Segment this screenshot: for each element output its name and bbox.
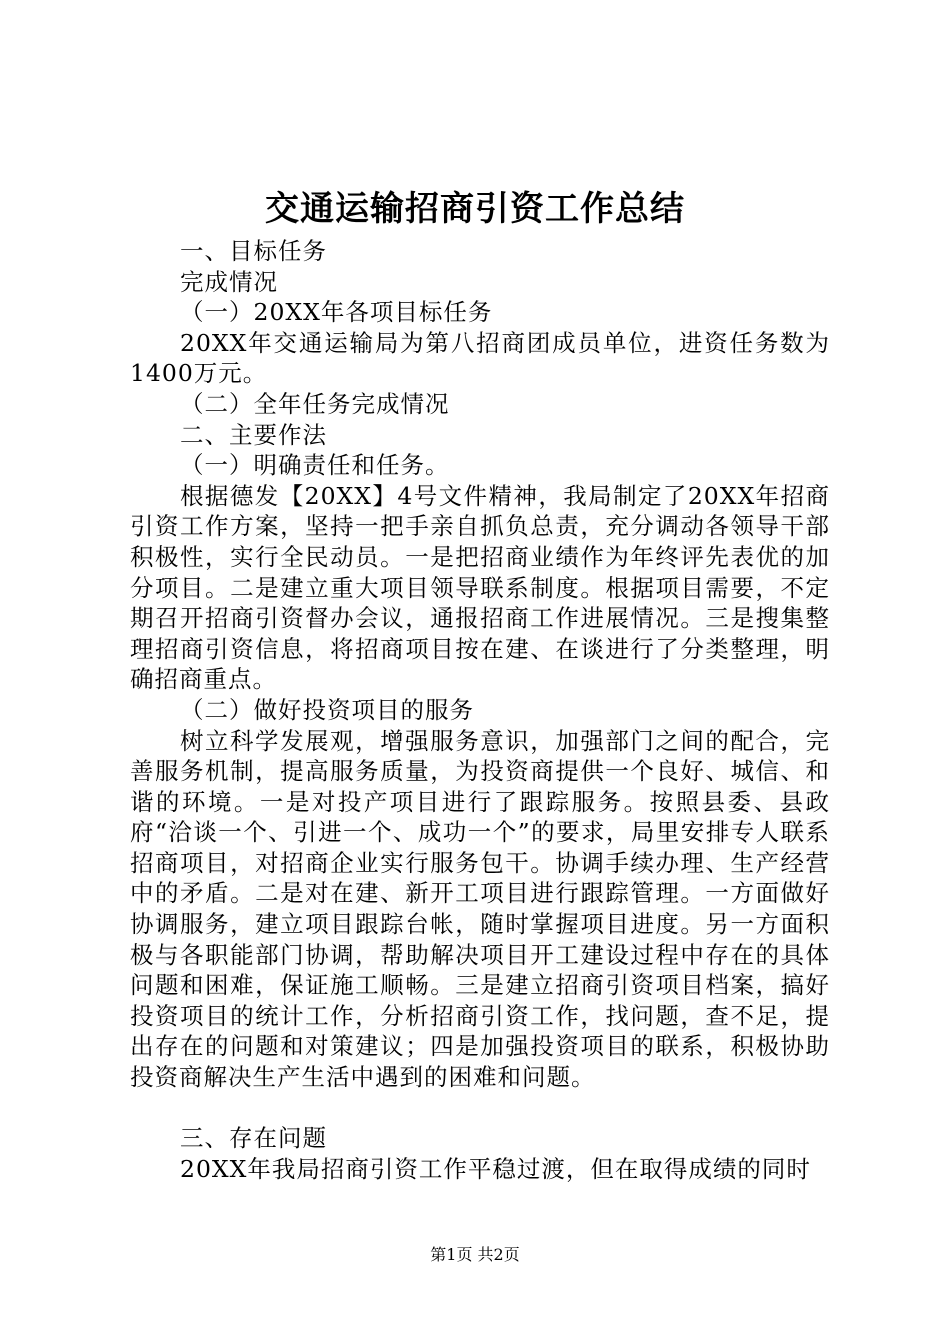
document-body (130, 236, 830, 1184)
section-heading-methods: 二、主要作法 (180, 420, 327, 449)
paragraph: 20XX年我局招商引资工作平稳过渡，但在取得成绩的同时 (180, 1154, 811, 1183)
paragraph: 树立科学发展观，增强服务意识，加强部门之间的配合，完善服务机制，提高服务质量，为投资商提供一个良好、城信、和谐的环境。一是对投产项目进行了跟踪服务。按照县委、县政府“洽谈一个、引进一个、成功一个”的要求，局里安排专人联系招商项目，对招商企业实行服务包干。协调手续办理、生产经营中的矛盾。二是对在建、新开工项目进行跟踪管理。一方面做好协调服务，建立项目跟踪台帐，随时掌握项目进度。另一方面积极与各职能部门协调，帮助解决项目开工建设过程中存在的具体问题和困难，保证施工顺畅。三是建立招商引资项目档案，搞好投资项目的统计工作，分析招商引资工作，找问题，查不足，提出存在的问题和对策建议；四是加强投资项目的联系，积极协助投资商解决生产生活中遇到的困难和问题。 (130, 726, 830, 1092)
subheading: （二）全年任务完成情况 (180, 389, 450, 418)
section-heading-problems: 三、存在问题 (180, 1124, 327, 1153)
section-heading-targets: 一、目标任务 (180, 237, 327, 265)
paragraph: 20XX年交通运输局为第八招商团成员单位，进资任务数为1400万元。 (130, 328, 830, 388)
document-title: 交通运输招商引资工作总结 (265, 189, 685, 229)
paragraph: 根据德发【20XX】4号文件精神，我局制定了20XX年招商引资工作方案，坚持一把手亲自抓负总责，充分调动各领导干部积极性，实行全民动员。一是把招商业绩作为年终评先表优的加分项目。二是建立重大项目领导联系制度。根据项目需要，不定期召开招商引资督办会议，通报招商工作进展情况。三是搜集整理招商引资信息，将招商项目按在建、在谈进行了分类整理，明确招商重点。 (130, 481, 830, 694)
subheading: （二）做好投资项目的服务 (180, 695, 474, 724)
subheading: （一）明确责任和任务。 (180, 451, 450, 480)
paragraph: 完成情况 (180, 267, 278, 296)
page-number-footer: 第1页 共2页 (430, 1245, 520, 1264)
subheading: （一）20XX年各项目标任务 (180, 298, 493, 327)
